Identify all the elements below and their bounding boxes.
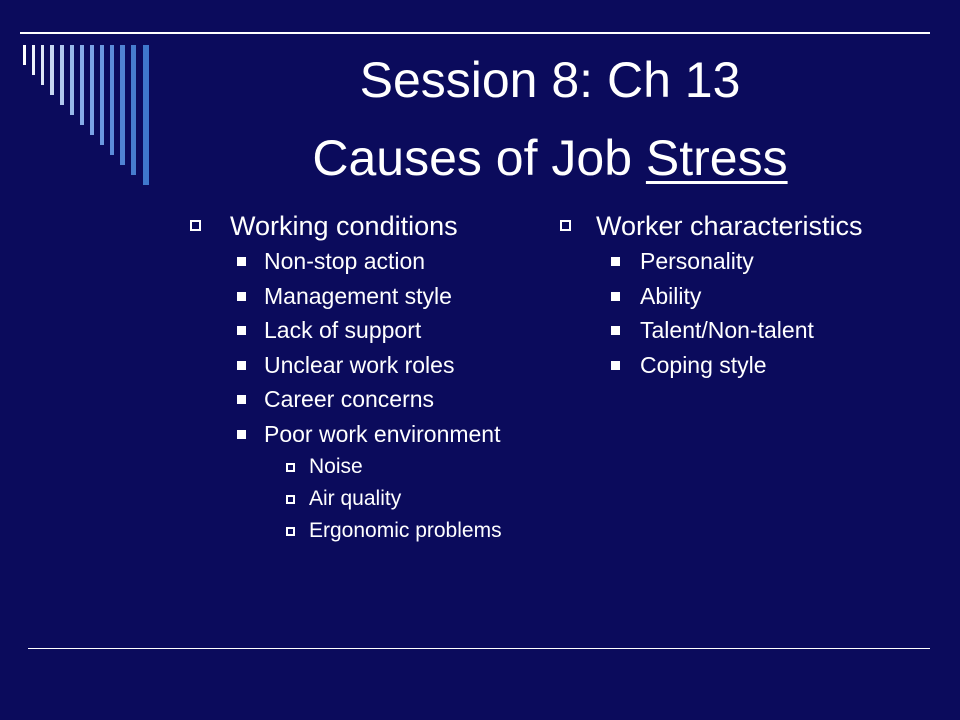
right-heading — [558, 208, 863, 244]
square-bullet-icon — [237, 257, 246, 266]
left-subitem-text: Air quality — [309, 487, 402, 510]
right-item — [558, 313, 863, 348]
hollow-square-bullet-icon — [560, 220, 571, 231]
left-heading — [188, 208, 502, 244]
left-item — [188, 244, 502, 279]
top-horizontal-rule — [20, 32, 930, 34]
square-bullet-icon — [611, 257, 620, 266]
right-item-text: Personality — [640, 248, 754, 274]
right-item — [558, 244, 863, 279]
square-bullet-icon — [237, 292, 246, 301]
square-bullet-icon — [237, 430, 246, 439]
right-column — [558, 208, 863, 382]
title-underlined-word: Stress — [645, 130, 788, 186]
square-bullet-icon — [237, 326, 246, 335]
square-bullet-icon — [611, 361, 620, 370]
right-item-text: Coping style — [640, 351, 767, 378]
left-heading-text: Working conditions — [230, 211, 458, 241]
right-item — [558, 279, 863, 314]
right-item-text: Talent/Non-talent — [640, 317, 814, 343]
small-hollow-square-bullet-icon — [286, 463, 295, 472]
left-subitem-text: Noise — [309, 455, 363, 478]
hollow-square-bullet-icon — [190, 220, 201, 231]
slide-title-line-2 — [180, 126, 920, 190]
slide-title-line-1: Session 8: Ch 13 — [359, 52, 741, 108]
left-item-text: Lack of support — [264, 317, 422, 343]
right-heading-text: Worker characteristics — [596, 211, 863, 241]
right-item-text: Ability — [640, 282, 702, 309]
left-subitem — [188, 515, 502, 547]
left-item-text: Poor work environment — [264, 420, 501, 447]
vertical-stripes-decoration — [23, 45, 149, 185]
right-item — [558, 348, 863, 383]
left-item — [188, 417, 502, 452]
left-item-text: Career concerns — [264, 386, 435, 412]
left-item — [188, 382, 502, 417]
square-bullet-icon — [611, 326, 620, 335]
left-subitem-text: Ergonomic problems — [309, 519, 502, 542]
left-item-text: Non-stop action — [264, 248, 426, 274]
square-bullet-icon — [237, 395, 246, 404]
left-item-text: Unclear work roles — [264, 351, 455, 378]
square-bullet-icon — [611, 292, 620, 301]
bottom-horizontal-rule — [28, 648, 930, 649]
left-subitem — [188, 483, 502, 515]
left-item-text: Management style — [264, 282, 452, 309]
left-column — [188, 208, 502, 547]
left-item — [188, 348, 502, 383]
title-prefix: Causes of Job — [312, 130, 646, 186]
small-hollow-square-bullet-icon — [286, 527, 295, 536]
left-item — [188, 279, 502, 314]
small-hollow-square-bullet-icon — [286, 495, 295, 504]
left-item — [188, 313, 502, 348]
square-bullet-icon — [237, 361, 246, 370]
left-subitem — [188, 451, 502, 483]
